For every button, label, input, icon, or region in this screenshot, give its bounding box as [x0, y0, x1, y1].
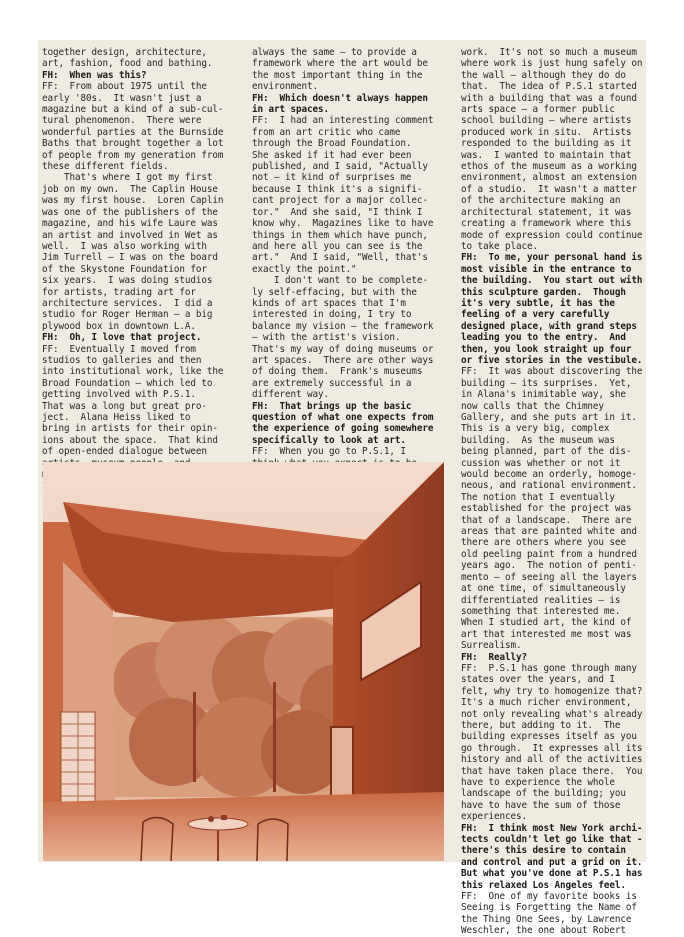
article-text-line: experiences.: [461, 811, 527, 823]
article-text-line: responded to the building as it: [461, 138, 632, 150]
interviewer-question-line: most visible in the entrance to: [461, 263, 632, 275]
interviewer-question-line: leading you to the entry. And: [461, 332, 626, 344]
article-text-line: She asked if it had ever been: [252, 149, 412, 161]
article-text-line: interested in doing, I try to: [252, 309, 412, 321]
article-text-line: now calls that the Chimney: [461, 400, 604, 412]
article-text-line: was my first house. Loren Caplin: [42, 195, 224, 207]
article-text-line: That's where I got my first: [42, 172, 213, 184]
article-text-line: because I think it's a signifi-: [252, 183, 423, 195]
article-text-line: tural phenomenon. There were: [42, 115, 202, 127]
article-text-line: with a building that was a found: [461, 92, 637, 104]
article-text-line: years ago. The notion of penti-: [461, 560, 637, 572]
article-text-line: building. As the museum was: [461, 434, 615, 446]
interviewer-question-line: there's this desire to contain: [461, 845, 626, 857]
article-text-line: The notion that I eventually: [461, 491, 615, 503]
article-column-1: [42, 47, 223, 492]
article-text-line: balance my vision — the framework: [252, 320, 434, 332]
article-text-line: know why. Magazines like to have: [252, 218, 434, 230]
article-text-line: FF: One of my favorite books is: [461, 891, 637, 903]
article-text-line: building — its surprises. Yet,: [461, 377, 632, 389]
article-text-line: was. I wanted to maintain that: [461, 149, 632, 161]
article-text-line: published, and I said, "Actually: [252, 161, 428, 173]
article-text-line: have to have the sum of those: [461, 799, 621, 811]
article-text-line: an artist and involved in Wet as: [42, 229, 218, 241]
article-text-line: that. The idea of P.S.1 started: [461, 81, 637, 93]
article-text-line: that of a landscape. There are: [461, 514, 632, 526]
article-text-line: of a studio. It wasn't a matter: [461, 183, 637, 195]
article-text-line: for artists, trading art for: [42, 286, 196, 298]
interviewer-question-line: FH: Really?: [461, 651, 527, 663]
article-text-line: that have taken place there. You: [461, 765, 643, 777]
article-text-line: work. It's not so much a museum: [461, 47, 637, 58]
article-text-line: Baths that brought together a lot: [42, 138, 224, 150]
article-text-line: ject. Alana Heiss liked to: [42, 412, 191, 423]
article-text-line: where work is just hung safely on: [461, 58, 643, 70]
article-text-line: ions about the space. That kind: [42, 434, 218, 446]
article-text-line: at one time, of simultaneously: [461, 583, 626, 595]
article-text-line: of open-ended dialogue between: [42, 446, 207, 458]
article-text-line: in Alana's inimitable way, she: [461, 389, 626, 401]
article-text-line: established for the project was: [461, 503, 632, 515]
article-text-line: not only revealing what's already: [461, 708, 643, 720]
article-text-line: of doing them. Frank's museums: [252, 366, 423, 378]
article-text-line: bring in artists for their opin-: [42, 423, 218, 435]
article-text-line: there, but adding to it. The: [461, 719, 621, 731]
article-text-line: things in them which have punch,: [252, 229, 428, 241]
article-text-line: not — it kind of surprises me: [252, 172, 412, 184]
article-text-line: This is a very big, complex: [461, 423, 610, 435]
interviewer-question-line: tects couldn't let go like that -: [461, 834, 643, 846]
interviewer-question-line: it's very subtle, it has the: [461, 297, 615, 309]
article-text-line: job on my own. The Caplin House: [42, 183, 218, 195]
article-text-line: magazine, and his wife Laure was: [42, 218, 218, 230]
interviewer-question-line: or five stories in the vestibule.: [461, 354, 643, 366]
article-text-line: the wall — although they do do: [461, 69, 626, 81]
article-text-line: early '80s. It wasn't just a: [42, 92, 202, 104]
article-text-line: exactly the point.": [252, 263, 357, 275]
article-text-line: states over the years, and I: [461, 674, 615, 686]
article-text-line: of the architecture making an: [461, 195, 621, 207]
article-text-line: Jim Turrell — I was on the board: [42, 252, 218, 264]
article-text-line: art spaces. There are other ways: [252, 354, 434, 366]
article-text-line: When I studied art, the kind of: [461, 617, 632, 629]
interviewer-question-line: FH: To me, your personal hand is: [461, 252, 643, 264]
article-text-line: school building — where artists: [461, 115, 632, 127]
article-text-line: together design, architecture,: [42, 47, 207, 58]
article-text-line: mento — of seeing all the layers: [461, 571, 637, 583]
article-text-line: different way.: [252, 389, 329, 401]
article-text-line: felt, why try to homogenize that?: [461, 685, 643, 697]
article-text-line: Weschler, the one about Robert: [461, 925, 626, 937]
interviewer-question-line: FH: Which doesn't always happen: [252, 92, 428, 104]
interviewer-question-line: question of what one expects from: [252, 412, 434, 423]
article-text-line: differentiated realities — is: [461, 594, 621, 606]
article-text-line: there are others where you see: [461, 537, 626, 549]
article-text-line: from an art critic who came: [252, 126, 401, 138]
article-text-line: are extremely successful in a: [252, 377, 412, 389]
architecture-photo: [43, 462, 444, 861]
article-text-line: architectural statement, it was: [461, 206, 632, 218]
article-text-line: FF: When you go to P.S.1, I: [252, 446, 406, 458]
article-text-line: would become an orderly, homoge-: [461, 469, 637, 481]
article-text-line: That's my way of doing museums or: [252, 343, 434, 355]
article-text-line: art." And I said, "Well, that's: [252, 252, 428, 264]
article-text-line: these different fields.: [42, 161, 169, 173]
article-text-line: wonderful parties at the Burnside: [42, 126, 224, 138]
article-text-line: mode of expression could continue: [461, 229, 643, 241]
article-text-line: the most important thing in the: [252, 69, 423, 81]
article-text-line: studios to galleries and then: [42, 354, 202, 366]
article-text-line: art, fashion, food and bathing.: [42, 58, 213, 70]
article-text-line: have to experience the whole: [461, 777, 615, 788]
article-text-line: environment.: [252, 81, 318, 93]
interviewer-question-line: FH: That brings up the basic: [252, 400, 412, 412]
article-text-line: kinds of art spaces that I'm: [252, 297, 406, 309]
article-text-line: being planned, part of the dis-: [461, 446, 632, 458]
article-text-line: — with the artist's vision.: [252, 332, 401, 344]
article-text-line: ly self-effacing, but with the: [252, 286, 417, 298]
article-text-line: was one of the publishers of the: [42, 206, 218, 218]
article-column-2: [252, 47, 433, 492]
article-text-line: neous, and rational environment.: [461, 480, 637, 492]
article-text-line: and here all you can see is the: [252, 240, 423, 252]
article-text-line: I don't want to be complete-: [252, 275, 428, 287]
interviewer-question-line: feeling of a very carefully: [461, 309, 610, 321]
shutter-window: [61, 712, 95, 812]
article-text-line: FF: From about 1975 until the: [42, 81, 207, 93]
article-text-line: of people from my generation from: [42, 149, 224, 161]
interviewer-question-line: FH: When was this?: [42, 69, 147, 81]
article-text-line: into institutional work, like the: [42, 366, 224, 378]
article-text-line: studio for Roger Herman — a big: [42, 309, 213, 321]
article-text-line: tor." And she said, "I think I: [252, 206, 423, 218]
article-text-line: FF: I had an interesting comment: [252, 115, 434, 127]
article-text-line: through the Broad Foundation.: [252, 138, 412, 150]
article-text-line: cussion was whether or not it: [461, 457, 621, 469]
interviewer-question-line: specifically to look at art.: [252, 434, 406, 446]
interviewer-question-line: this relaxed Los Angeles feel.: [461, 879, 626, 891]
article-text-line: always the same — to provide a: [252, 47, 417, 58]
article-text-line: It's a much richer environment,: [461, 697, 632, 709]
interviewer-question-line: But what you've done at P.S.1 has: [461, 868, 643, 880]
article-text-line: architecture services. I did a: [42, 297, 213, 309]
interviewer-question-line: designed place, with grand steps: [461, 320, 637, 332]
interviewer-question-line: FH: I think most New York archi-: [461, 822, 643, 834]
article-text-line: arts space — a former public: [461, 104, 615, 116]
article-text-line: magazine but a kind of a sub-cul-: [42, 104, 224, 116]
article-text-line: Broad Foundation — which led to: [42, 377, 213, 389]
interviewer-question-line: the building. You start out with: [461, 275, 643, 287]
article-text-line: history and all of the activities: [461, 754, 643, 766]
article-text-line: old peeling paint from a hundred: [461, 548, 637, 560]
article-text-line: FF: P.S.1 has gone through many: [461, 662, 637, 674]
article-text-line: getting involved with P.S.1.: [42, 389, 196, 401]
article-text-line: something that interested me.: [461, 605, 621, 617]
article-text-line: ethos of the museum as a working: [461, 161, 637, 173]
interviewer-question-line: then, you look straight up four: [461, 343, 632, 355]
article-text-line: building expresses itself as you: [461, 731, 637, 743]
article-text-line: produced work in situ. Artists: [461, 126, 632, 138]
article-column-3: [461, 47, 642, 937]
article-text-line: the Thing One Sees, by Lawrence: [461, 913, 632, 925]
interviewer-question-line: in art spaces.: [252, 104, 329, 116]
interviewer-question-line: the experience of going somewhere: [252, 423, 434, 435]
interviewer-question-line: and control and put a grid on it.: [461, 856, 643, 868]
article-text-line: six years. I was doing studios: [42, 275, 213, 287]
interviewer-question-line: this sculpture garden. Though: [461, 286, 626, 298]
article-text-line: environment, almost an extension: [461, 172, 637, 184]
architecture-photo-illustration: [43, 462, 444, 861]
article-text-line: art that interested me most was: [461, 628, 632, 640]
article-text-line: creating a framework where this: [461, 218, 632, 230]
article-text-line: well. I was also working with: [42, 240, 207, 252]
article-text-line: Surrealism.: [461, 640, 522, 652]
article-text-line: That was a long but great pro-: [42, 400, 207, 412]
article-text-line: Gallery, and she puts art in it.: [461, 412, 637, 423]
article-text-line: plywood box in downtown L.A.: [42, 320, 196, 332]
interviewer-question-line: FH: Oh, I love that project.: [42, 332, 202, 344]
article-text-line: of the Skystone Foundation for: [42, 263, 207, 275]
article-text-line: to take place.: [461, 240, 538, 252]
article-text-line: go through. It expresses all its: [461, 742, 643, 754]
article-text-line: FF: Eventually I moved from: [42, 343, 196, 355]
article-text-line: framework where the art would be: [252, 58, 428, 70]
article-text-line: FF: It was about discovering the: [461, 366, 643, 378]
article-text-line: areas that are painted white and: [461, 526, 637, 538]
article-text-line: cant project for a major collec-: [252, 195, 428, 207]
article-text-line: landscape of the building; you: [461, 788, 626, 800]
article-text-line: Seeing is Forgetting the Name of: [461, 902, 637, 914]
